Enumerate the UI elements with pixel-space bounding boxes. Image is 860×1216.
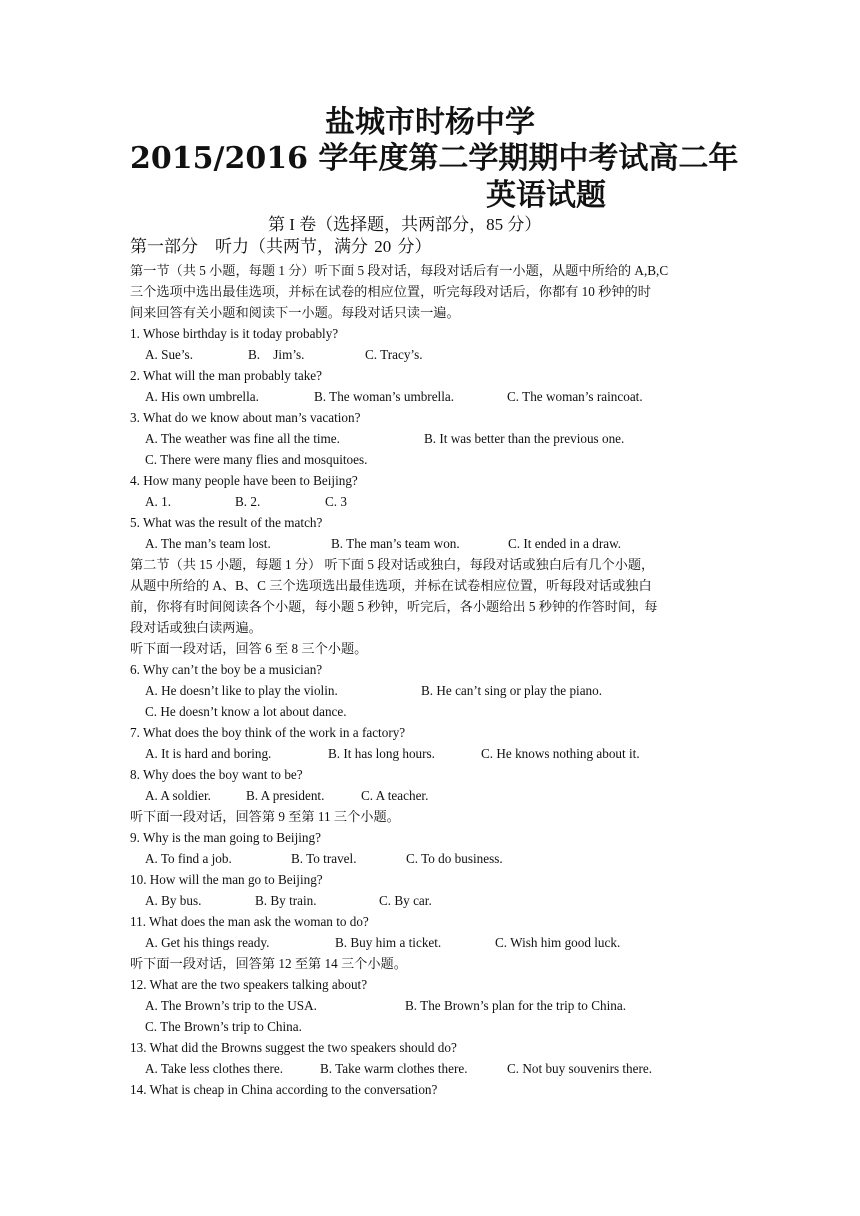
instruction-line: 段对话或独白读两遍。	[130, 620, 262, 635]
part-heading: 第一部分 听力（共两节，满分 20 分）	[130, 237, 432, 256]
option-b: B. It has long hours.	[328, 746, 435, 761]
question-stem: 6. Why can’t the boy be a musician?	[130, 662, 323, 677]
question-options	[130, 743, 730, 764]
option-c: C. The woman’s raincoat.	[507, 389, 643, 404]
option-c: C. Not buy souvenirs there.	[507, 1061, 653, 1076]
question-stem: 3. What do we know about man’s vacation?	[130, 410, 361, 425]
dialogue-instruction: 听下面一段对话，回答 6 至 8 三个小题。	[130, 641, 368, 656]
option-c: C. A teacher.	[361, 788, 429, 803]
option-c: C. He doesn’t know a lot about dance.	[145, 704, 347, 719]
option-a: A. A soldier.	[145, 788, 211, 803]
section2-instructions	[130, 554, 730, 638]
option-b: B. 2.	[235, 494, 261, 509]
question-stem: 10. How will the man go to Beijing?	[130, 872, 323, 887]
question-stem: 11. What does the man ask the woman to do?	[130, 914, 369, 929]
question-options	[130, 680, 730, 701]
option-a: A. The man’s team lost.	[145, 536, 271, 551]
question-stem: 13. What did the Browns suggest the two speakers should do?	[130, 1040, 457, 1055]
option-c: C. There were many flies and mosquitoes.	[145, 452, 368, 467]
option-a: A. The Brown’s trip to the USA.	[145, 998, 317, 1013]
question-options	[130, 491, 730, 512]
question-options	[130, 932, 730, 953]
option-a: A. He doesn’t like to play the violin.	[145, 683, 338, 698]
option-b: B. He can’t sing or play the piano.	[421, 683, 603, 698]
option-b: B. The woman’s umbrella.	[314, 389, 455, 404]
question-stem: 4. How many people have been to Beijing?	[130, 473, 358, 488]
exam-body	[130, 260, 730, 1100]
question-options	[130, 386, 730, 407]
question-options	[130, 848, 730, 869]
option-a: A. Sue’s.	[145, 347, 193, 362]
question-stem: 14. What is cheap in China according to the conversation?	[130, 1082, 438, 1097]
question-stem: 1. Whose birthday is it today probably?	[130, 326, 339, 341]
subject-title: 英语试题	[486, 178, 606, 213]
question-stem: 12. What are the two speakers talking about?	[130, 977, 368, 992]
option-a: A. Get his things ready.	[145, 935, 270, 950]
option-c: C. To do business.	[406, 851, 503, 866]
instruction-line: 第一节（共 5 小题，每题 1 分）听下面 5 段对话，每段对话后有一小题，从题中所给的 A,B,C	[130, 263, 669, 278]
question-stem: 5. What was the result of the match?	[130, 515, 323, 530]
instruction-line: 三个选项中选出最佳选项，并标在试卷的相应位置，听完每段对话后，你都有 10 秒钟的时	[130, 284, 651, 299]
option-a: A. The weather was fine all the time.	[145, 431, 340, 446]
option-a: A. It is hard and boring.	[145, 746, 272, 761]
option-b: B. By train.	[255, 893, 317, 908]
option-a: A. His own umbrella.	[145, 389, 259, 404]
question-options	[130, 1058, 730, 1079]
option-b: B. The man’s team won.	[331, 536, 460, 551]
option-b: B. The Brown’s plan for the trip to China.	[405, 998, 626, 1013]
option-c: C. It ended in a draw.	[508, 536, 622, 551]
section1-instructions	[130, 260, 730, 323]
option-a: A. Take less clothes there.	[145, 1061, 283, 1076]
option-b: B. Take warm clothes there.	[320, 1061, 468, 1076]
option-c: C. Tracy’s.	[365, 347, 423, 362]
instruction-line: 第二节（共 15 小题，每题 1 分） 听下面 5 段对话或独白，每段对话或独白后有几个小题，	[130, 557, 655, 572]
option-c: C. The Brown’s trip to China.	[145, 1019, 302, 1034]
option-b: B. Buy him a ticket.	[335, 935, 442, 950]
instruction-line: 从题中所给的 A、B、C 三个选项选出最佳选项，并标在试卷相应位置，听每段对话或独白	[130, 578, 652, 593]
question-options	[130, 995, 730, 1016]
exam-title: 2015/2016 学年度第二学期期中考试高二年	[130, 141, 739, 176]
option-a: A. By bus.	[145, 893, 202, 908]
option-b: B. It was better than the previous one.	[424, 431, 625, 446]
option-c: C. 3	[325, 494, 347, 509]
option-c: C. He knows nothing about it.	[481, 746, 640, 761]
question-stem: 7. What does the boy think of the work in a factory?	[130, 725, 406, 740]
option-c: C. Wish him good luck.	[495, 935, 621, 950]
option-c: C. By car.	[379, 893, 432, 908]
question-options	[130, 428, 730, 449]
option-a: A. 1.	[145, 494, 172, 509]
instruction-line: 间来回答有关小题和阅读下一小题。每段对话只读一遍。	[130, 305, 460, 320]
question-stem: 9. Why is the man going to Beijing?	[130, 830, 321, 845]
volume-heading: 第 I 卷（选择题，共两部分，85 分）	[268, 215, 542, 234]
question-options	[130, 344, 730, 365]
question-options	[130, 785, 730, 806]
school-title: 盐城市时杨中学	[325, 105, 535, 140]
question-stem: 8. Why does the boy want to be?	[130, 767, 303, 782]
option-b: B. To travel.	[291, 851, 357, 866]
question-options	[130, 890, 730, 911]
option-b: B. A president.	[246, 788, 325, 803]
dialogue-instruction: 听下面一段对话，回答第 12 至第 14 三个小题。	[130, 956, 407, 971]
dialogue-instruction: 听下面一段对话，回答第 9 至第 11 三个小题。	[130, 809, 400, 824]
option-a: A. To find a job.	[145, 851, 232, 866]
question-stem: 2. What will the man probably take?	[130, 368, 323, 383]
question-options	[130, 533, 730, 554]
instruction-line: 前，你将有时间阅读各个小题，每小题 5 秒钟，听完后，各小题给出 5 秒钟的作答时间，每	[130, 599, 658, 614]
option-b: B. Jim’s.	[248, 347, 305, 362]
